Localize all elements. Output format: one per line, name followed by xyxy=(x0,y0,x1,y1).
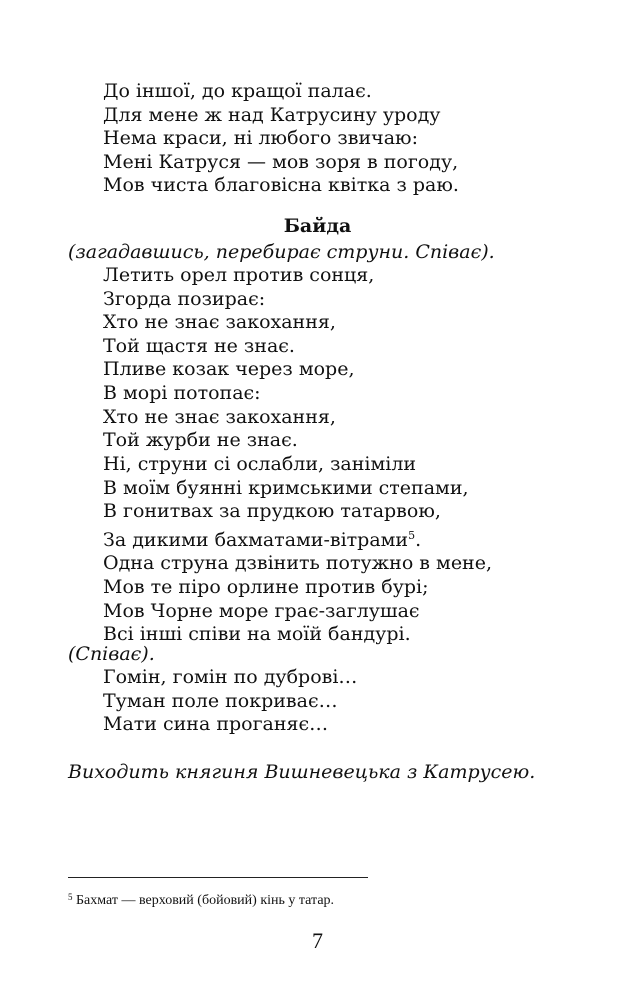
verse-line: До іншої, до кращої палає. xyxy=(103,80,372,102)
speech xyxy=(103,453,492,647)
song-line: Гомін, гомін по дуброві… xyxy=(103,666,358,688)
footnote-number: 5 xyxy=(68,892,73,902)
footnote-divider xyxy=(68,877,368,878)
speech-line: В моїм буянні кримськими степами, xyxy=(103,476,469,499)
song-line: Пливе козак через море, xyxy=(103,358,355,381)
speaker-name: Байда xyxy=(283,215,352,237)
speech-line: Мов те піро орлине против бурі; xyxy=(103,575,429,598)
verse-line: Мов чиста благовісна квітка з раю. xyxy=(103,174,459,197)
song-first xyxy=(103,264,374,453)
page-number: 7 xyxy=(312,928,323,953)
speech-line: Ні, струни сі ослабли, заніміли xyxy=(103,453,417,475)
song-second xyxy=(103,666,357,737)
speech-line: Всі інші співи на моїй бандурі. xyxy=(103,623,411,646)
footnote xyxy=(68,888,334,910)
footnote-reference: 5 xyxy=(408,528,416,542)
song-line: Мати сина проганяє… xyxy=(103,713,329,736)
verse-line: Мені Катруся — мов зоря в погоду, xyxy=(103,150,459,173)
speech-line: Одна струна дзвінить потужно в мене, xyxy=(103,552,493,575)
verse-top xyxy=(103,80,459,198)
song-line: Хто не знає закохання, xyxy=(103,311,336,334)
speech-line: В гонитвах за прудкою татарвою, xyxy=(103,500,441,523)
footnote-text: Бахмат — верховий (бойовий) кінь у татар. xyxy=(72,893,335,908)
song-line: В морі потопає: xyxy=(103,381,261,404)
song-line: Туман поле покриває… xyxy=(103,689,338,712)
song-line: Той журби не знає. xyxy=(103,429,298,452)
song-line: Летить орел против сонця, xyxy=(103,264,375,286)
verse-line: Для мене ж над Катрусину уроду xyxy=(103,103,441,126)
stage-direction: (загадавшись, перебирає струни. Співає). xyxy=(68,241,495,263)
verse-line: Нема краси, ні любого звичаю: xyxy=(103,127,418,150)
speech-line xyxy=(103,524,492,553)
song-line: Згорда позирає: xyxy=(103,287,266,310)
stage-direction: Виходить княгиня Вишневецька з Катрусею. xyxy=(68,761,536,783)
stage-direction: (Співає). xyxy=(68,643,155,665)
song-line: Той щастя не знає. xyxy=(103,334,295,357)
speech-line-text: За дикими бахматами-вітрами xyxy=(103,528,409,551)
song-line: Хто не знає закохання, xyxy=(103,405,336,428)
speech-line: Мов Чорне море грає-заглушає xyxy=(103,599,420,622)
speech-line-punct: . xyxy=(415,528,422,551)
